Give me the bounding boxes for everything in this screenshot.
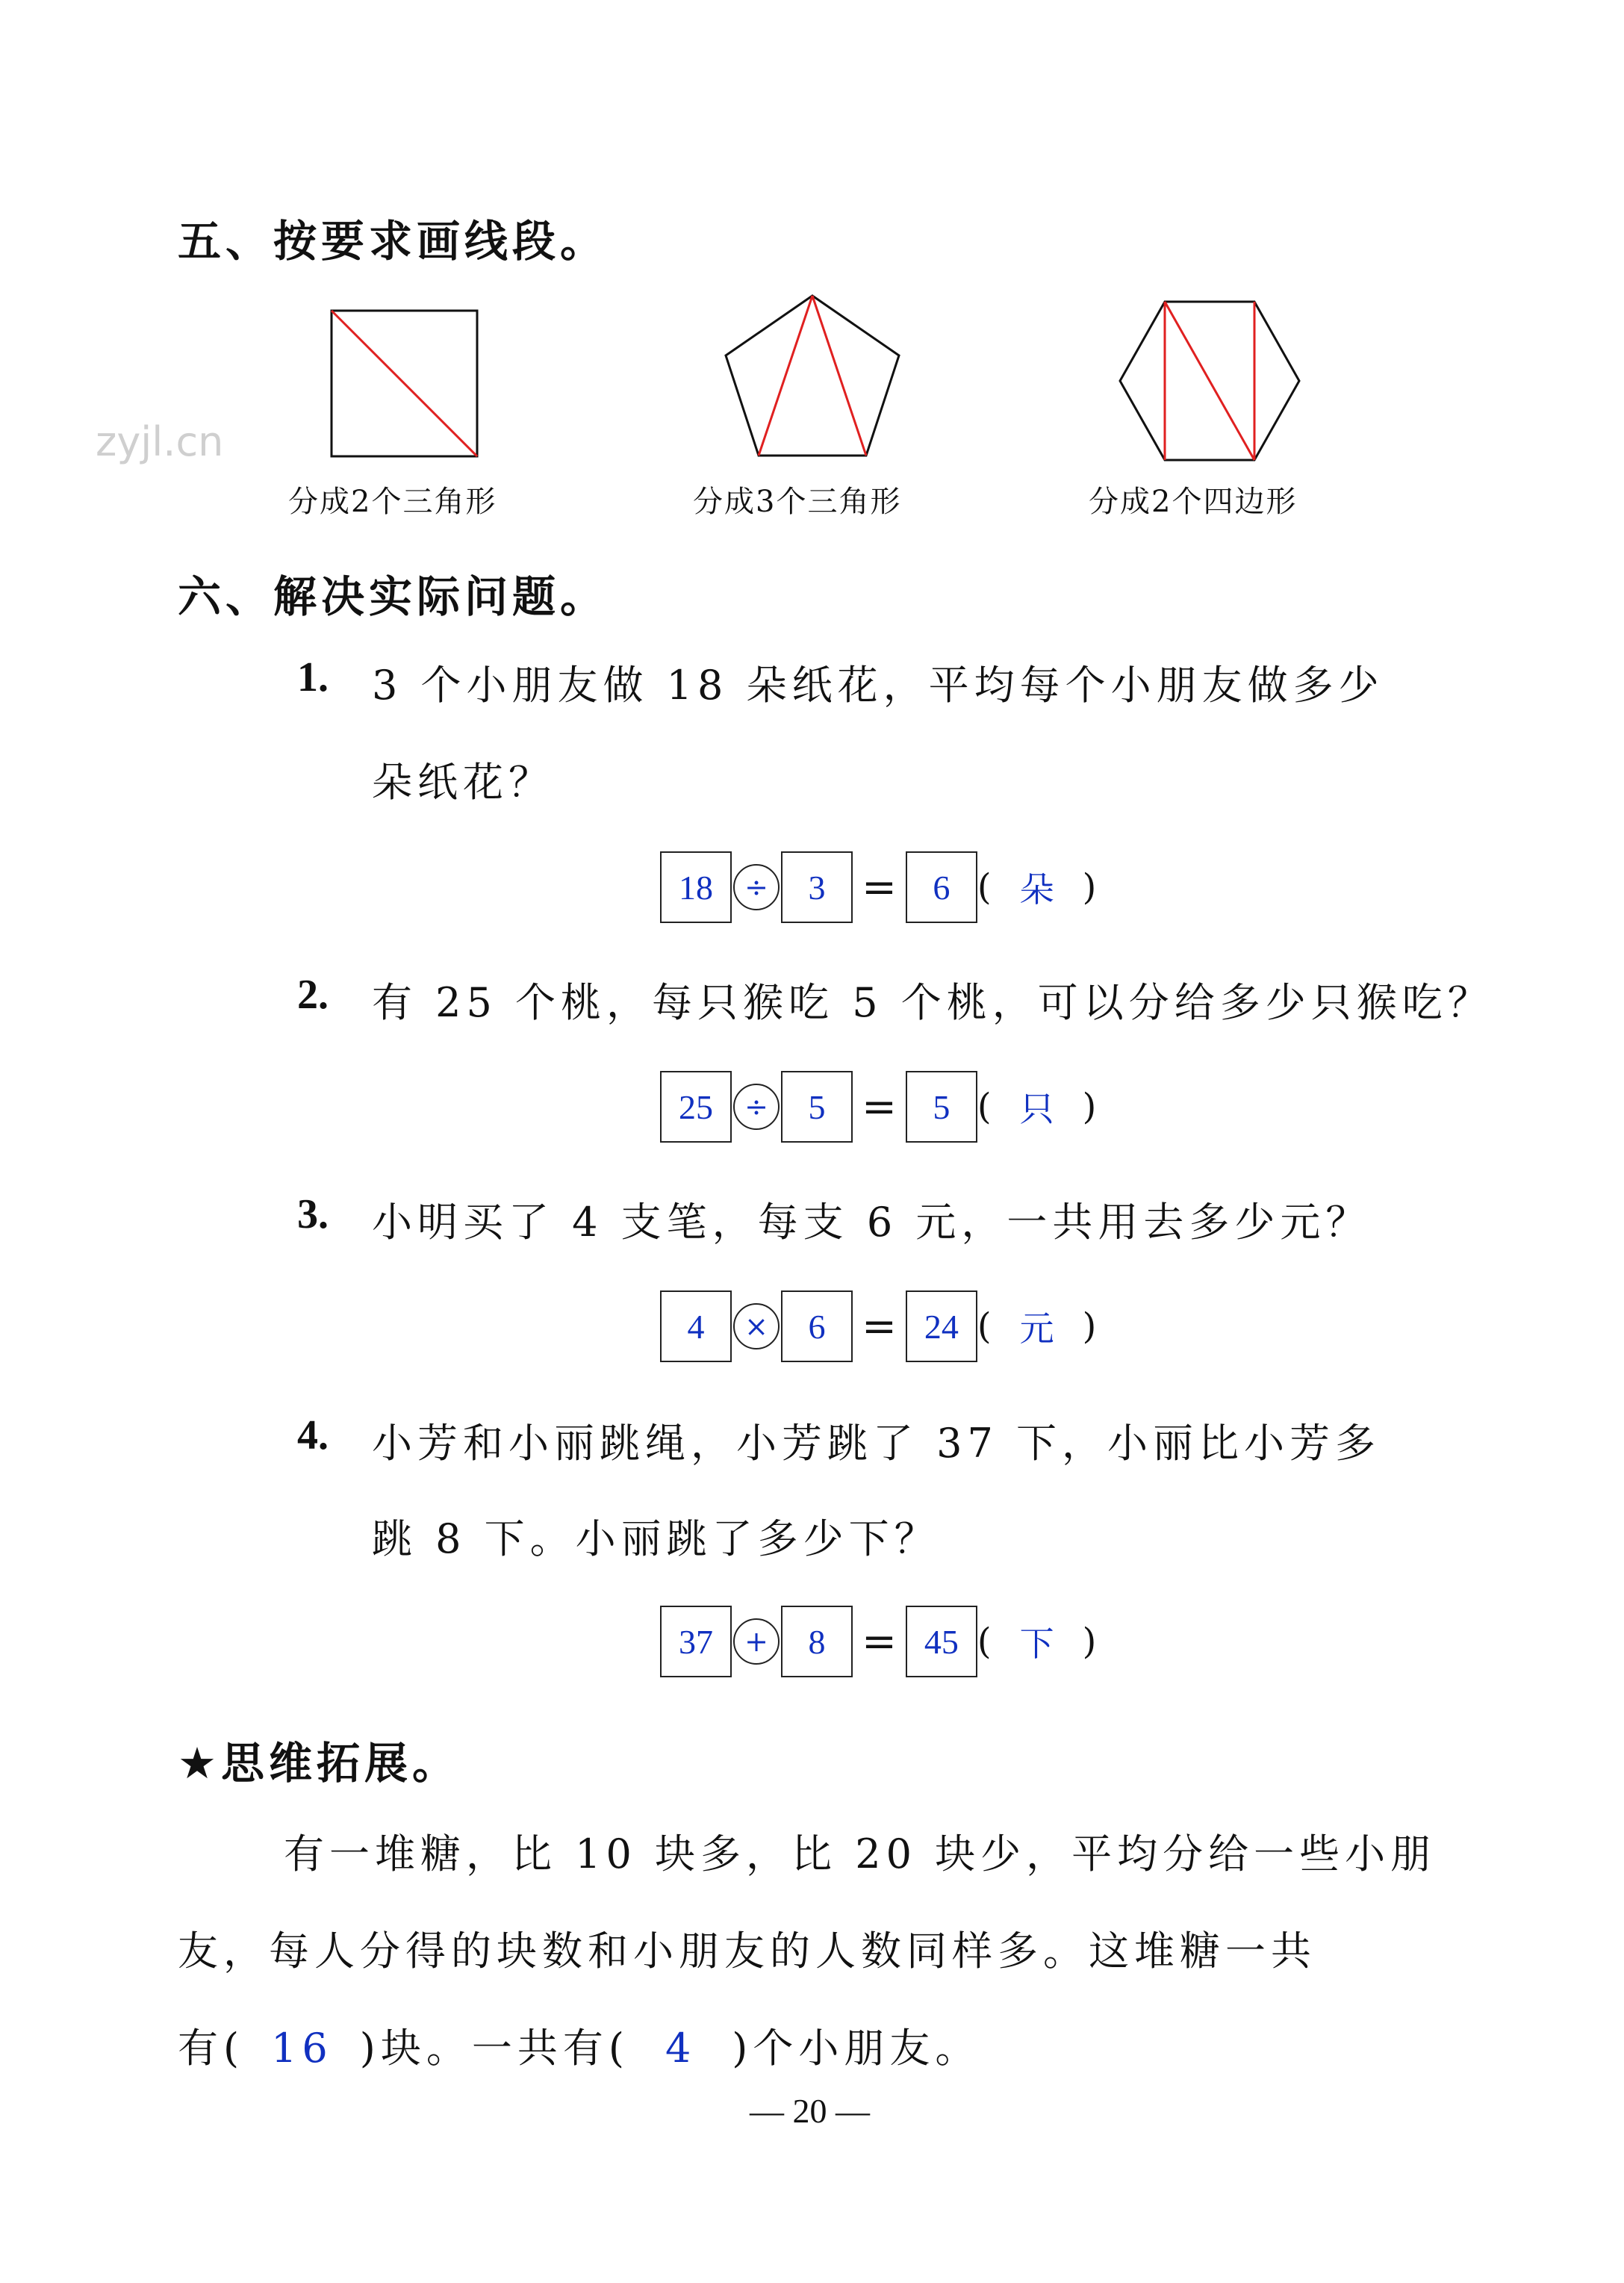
problem-4-unit: 下 — [1019, 1624, 1054, 1664]
problem-3-equation — [660, 1289, 1096, 1364]
problem-3-text-line-1: 小明买了 4 支笔，每支 6 元，一共用去多少元？ — [372, 1199, 1372, 1246]
square-caption: 分成2个三角形 — [288, 485, 497, 519]
problem-1-number: 1. — [297, 654, 329, 701]
extension-line-1: 有一堆糖，比 10 块多，比 20 块少，平均分给一些小朋 — [284, 1830, 1437, 1877]
problem-1-operator: ÷ — [733, 864, 780, 910]
square-red-diagonal — [332, 311, 477, 456]
problem-4-operand-b: 8 — [781, 1606, 853, 1677]
problem-4-operand-a: 37 — [660, 1606, 732, 1677]
problem-2-open-paren: ( — [977, 1086, 992, 1128]
problem-4-operator: + — [733, 1618, 780, 1665]
problem-2-operand-a: 25 — [660, 1071, 732, 1143]
problem-3-operand-b: 6 — [781, 1290, 853, 1362]
problem-2-operand-b: 5 — [781, 1071, 853, 1143]
problem-4-text-line-2: 跳 8 下。小丽跳了多少下？ — [372, 1515, 940, 1562]
watermark: zyjl.cn — [96, 418, 224, 465]
square-figure — [329, 306, 485, 463]
section-6-title: 六、解决实际问题。 — [178, 571, 609, 622]
problem-1-close-paren: ) — [1082, 866, 1097, 908]
problem-1-text-line-2: 朵纸花？ — [372, 759, 554, 806]
pentagon-red-line-left — [759, 296, 812, 456]
pentagon-caption: 分成3个三角形 — [693, 485, 902, 519]
problem-2-operator: ÷ — [733, 1084, 780, 1130]
hexagon-figure — [1113, 296, 1307, 468]
problem-3-number: 3. — [297, 1191, 329, 1237]
problem-4-open-paren: ( — [977, 1621, 992, 1662]
problem-4-equation — [660, 1604, 1096, 1679]
hexagon-red-line-diagonal — [1165, 302, 1254, 460]
section-5-title: 五、按要求画线段。 — [178, 216, 609, 267]
problem-3-equals-sign: = — [862, 1302, 897, 1351]
problem-2-text-line-1: 有 25 个桃，每只猴吃 5 个桃，可以分给多少只猴吃？ — [372, 979, 1493, 1026]
problem-3-open-paren: ( — [977, 1305, 992, 1347]
problem-1-equation — [660, 850, 1096, 925]
problem-4-number: 4. — [297, 1412, 329, 1459]
problem-2-equation — [660, 1069, 1096, 1144]
problem-3-operand-a: 4 — [660, 1290, 732, 1362]
extension-line-3-prefix: 有( — [178, 2025, 245, 2072]
problem-1-text-line-1: 3 个小朋友做 18 朵纸花，平均每个小朋友做多少 — [372, 662, 1384, 709]
hexagon-caption: 分成2个四边形 — [1089, 485, 1298, 519]
extension-line-3-suffix: )个小朋友。 — [732, 2025, 981, 2072]
problem-1-operand-b: 3 — [781, 851, 853, 923]
problem-2-result: 5 — [906, 1071, 977, 1143]
problem-4-equals-sign: = — [862, 1617, 897, 1666]
problem-1-result: 6 — [906, 851, 977, 923]
problem-3-operator: × — [733, 1303, 780, 1349]
problem-2-unit: 只 — [1019, 1089, 1054, 1129]
problem-1-open-paren: ( — [977, 866, 992, 908]
extension-line-3 — [178, 2016, 980, 2074]
pentagon-figure — [717, 290, 911, 469]
problem-1-equals-sign: = — [862, 863, 897, 912]
problem-4-text-line-1: 小芳和小丽跳绳，小芳跳了 37 下，小丽比小芳多 — [372, 1420, 1381, 1467]
pentagon-outline — [726, 296, 899, 456]
problem-2-equals-sign: = — [862, 1082, 897, 1131]
extension-title: ★思维拓展。 — [178, 1738, 460, 1789]
problem-3-result: 24 — [906, 1290, 977, 1362]
problem-2-number: 2. — [297, 972, 329, 1018]
problem-4-result: 45 — [906, 1606, 977, 1677]
problem-3-unit: 元 — [1019, 1308, 1054, 1349]
problem-3-close-paren: ) — [1082, 1305, 1097, 1347]
problem-1-operand-a: 18 — [660, 851, 732, 923]
page-number: — 20 — — [750, 2092, 870, 2130]
extension-line-3-middle: )块。一共有( — [359, 2025, 629, 2072]
problem-1-unit: 朵 — [1019, 869, 1054, 910]
problem-4-close-paren: ) — [1082, 1621, 1097, 1662]
children-count-answer: 4 — [665, 2025, 697, 2072]
extension-line-2: 友，每人分得的块数和小朋友的人数同样多。这堆糖一共 — [178, 1928, 1316, 1975]
pentagon-red-line-right — [812, 296, 866, 456]
candy-count-answer: 16 — [271, 2025, 333, 2072]
problem-2-close-paren: ) — [1082, 1086, 1097, 1128]
